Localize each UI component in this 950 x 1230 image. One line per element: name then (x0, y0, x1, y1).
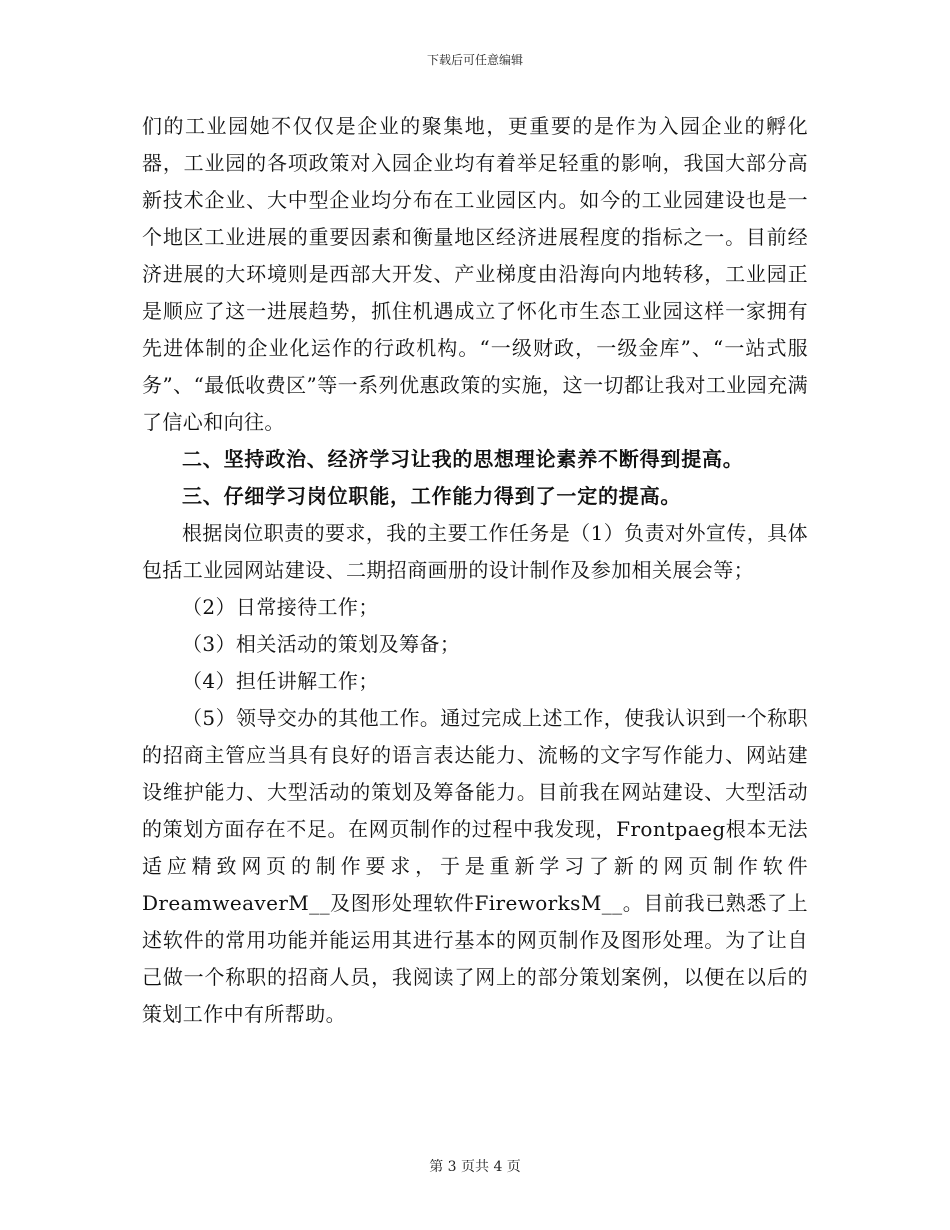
document-body (142, 108, 808, 1033)
page-number: 第 3 页共 4 页 (429, 1159, 521, 1175)
section-heading-2: 二、坚持政治、经济学习让我的思想理论素养不断得到提高。 (182, 447, 744, 471)
list-item-2: （2）日常接待工作； (182, 595, 379, 619)
paragraph-industrial-park: 们的工业园她不仅仅是企业的聚集地，更重要的是作为入园企业的孵化器，工业园的各项政策对入园企业均有着举足轻重的影响，我国大部分高新技术企业、大中型企业均分布在工业园区内。如今的工业园建设也是一个地区工业进展的重要因素和衡量地区经济进展程度的指标之一。目前经济进展的大环境则是西部大开发、产业梯度由沿海向内地转移，工业园正是顺应了这一进展趋势，抓住机遇成立了怀化市生态工业园这样一家拥有先进体制的企业化运作的行政机构。“一级财政，一级金库”、“一站式服务”、“最低收费区”等一系列优惠政策的实施，这一切都让我对工业园充满了信心和向往。 (142, 114, 808, 434)
paragraph-job-duties: 根据岗位职责的要求，我的主要工作任务是（1）负责对外宣传，具体包括工业园网站建设、二期招商画册的设计制作及参加相关展会等； (142, 521, 808, 582)
list-item-4: （4）担任讲解工作； (182, 669, 379, 693)
list-item-5: （5）领导交办的其他工作。通过完成上述工作，使我认识到一个称职的招商主管应当具有良好的语言表达能力、流畅的文字写作能力、网站建设维护能力、大型活动的策划及筹备能力。目前我在网站建设、大型活动的策划方面存在不足。在网页制作的过程中我发现，Frontpaeg根本无法适应精致网页的制作要求，于是重新学习了新的网页制作软件DreamweaverM__及图形处理软件FireworksM__。目前我已熟悉了上述软件的常用功能并能运用其进行基本的网页制作及图形处理。为了让自己做一个称职的招商人员，我阅读了网上的部分策划案例，以便在以后的策划工作中有所帮助。 (142, 706, 808, 1026)
section-heading-3: 三、仔细学习岗位职能，工作能力得到了一定的提高。 (182, 484, 682, 508)
page-header: 下载后可任意编辑 (426, 53, 523, 67)
list-item-3: （3）相关活动的策划及筹备； (182, 632, 461, 656)
